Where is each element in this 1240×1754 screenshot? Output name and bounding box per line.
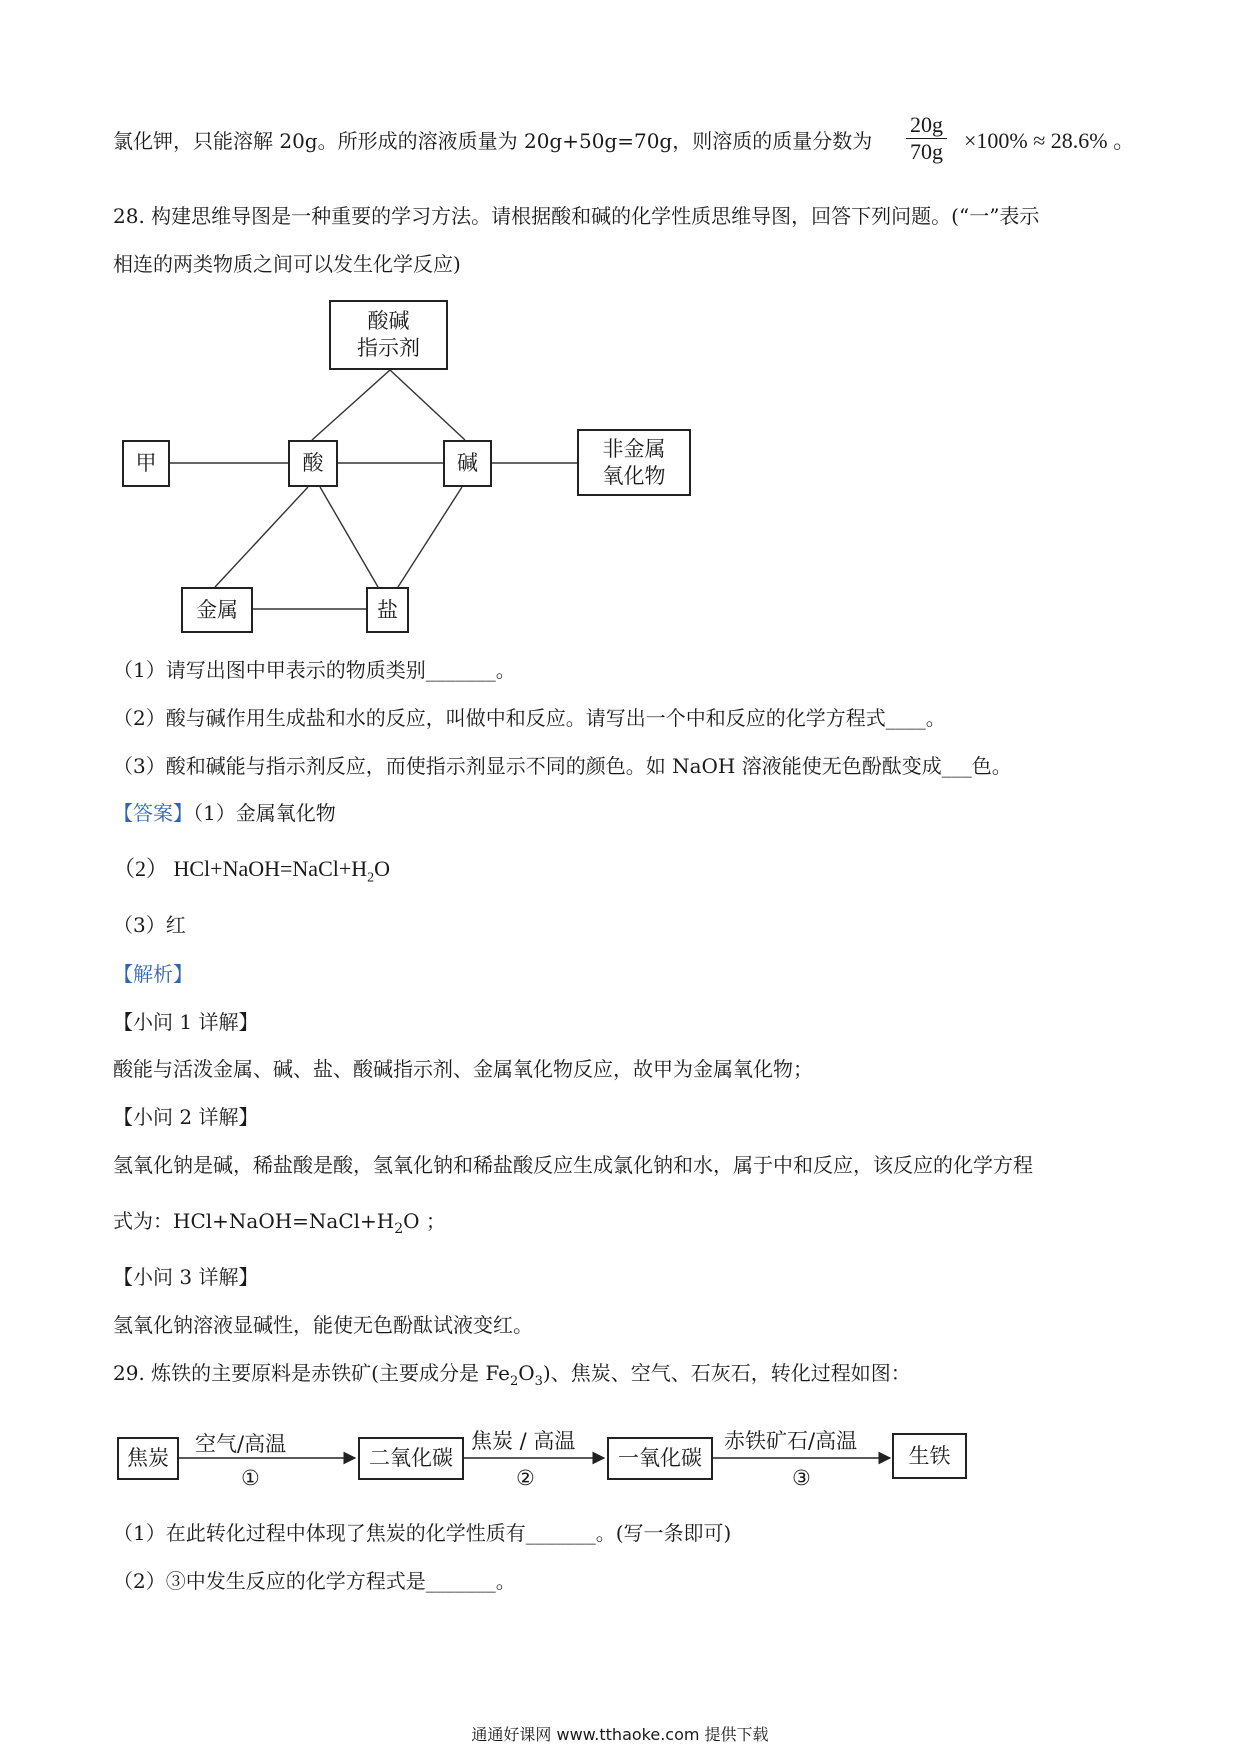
flow-pig-iron — [892, 1433, 967, 1479]
detail3-text: 氢氧化钠溶液显碱性，能使无色酚酞试液变红。 — [113, 1313, 533, 1337]
flow-step1-number: ① — [241, 1466, 260, 1490]
q29-sub2: （2）③中发生反应的化学方程式是_______。 — [113, 1569, 516, 1593]
node-base-label: 碱 — [457, 451, 478, 475]
q29-stem-sub2: 3 — [534, 1374, 543, 1389]
q28-sub2: （2）酸与碱作用生成盐和水的反应，叫做中和反应。请写出一个中和反应的化学方程式____。 — [113, 706, 946, 730]
q29-stem-suffix: )、焦炭、空气、石灰石，转化过程如图： — [542, 1361, 911, 1385]
flow-step3-number: ③ — [792, 1466, 811, 1490]
intro-text: 氯化钾，只能溶解 20g。所形成的溶液质量为 20g+50g=70g，则溶质的质量分数为 — [113, 129, 873, 153]
answer-2-suffix: O — [374, 856, 391, 881]
detail2-text1: 氢氧化钠是碱，稀盐酸是酸，氢氧化钠和稀盐酸反应生成氯化钠和水，属于中和反应，该反应的化学方程 — [113, 1153, 1033, 1177]
analysis-tag: 【解析】 — [113, 962, 193, 986]
flow-co2 — [358, 1437, 464, 1480]
flow-coke — [117, 1437, 179, 1480]
answer-2-prefix: （2） HCl+NaOH=NaCl+H — [113, 856, 368, 881]
node-indicator-line2: 指示剂 — [357, 336, 420, 360]
node-acid-label: 酸 — [302, 451, 324, 475]
flow-co — [607, 1437, 713, 1480]
q29-stem-sub1: 2 — [509, 1374, 519, 1389]
fraction-denominator: 70g — [910, 139, 943, 164]
detail2-text2-prefix: 式为：HCl+NaOH=NaCl+H — [113, 1209, 395, 1233]
node-metal-label: 金属 — [196, 597, 238, 622]
q29-stem-prefix: 29. 炼铁的主要原料是赤铁矿(主要成分是 Fe — [113, 1361, 510, 1385]
answer-tag: 【答案】 — [113, 801, 193, 825]
flow-step1-condition: 空气/高温 — [195, 1432, 287, 1456]
fraction-numerator: 20g — [906, 112, 947, 139]
flow-co2-label: 二氧化碳 — [369, 1446, 453, 1470]
detail1-title: 【小问 1 详解】 — [113, 1010, 259, 1034]
q28-sub1: （1）请写出图中甲表示的物质类别_______。 — [113, 658, 516, 682]
detail1-text: 酸能与活泼金属、碱、盐、酸碱指示剂、金属氧化物反应，故甲为金属氧化物； — [113, 1057, 813, 1081]
flow-coke-label: 焦炭 — [127, 1446, 169, 1470]
q28-stem-line2: 相连的两类物质之间可以发生化学反应) — [113, 252, 461, 276]
detail2-text2-subscript: 2 — [394, 1221, 404, 1237]
answer-3: （3）红 — [113, 913, 186, 937]
detail3-title: 【小问 3 详解】 — [113, 1265, 259, 1289]
node-nonmetal-oxide-line2: 氧化物 — [602, 463, 666, 488]
page-footer: 通通好课网 www.tthaoke.com 提供下载 — [471, 1725, 769, 1744]
detail2-title: 【小问 2 详解】 — [113, 1105, 259, 1129]
flow-step2-condition: 焦炭 / 高温 — [471, 1429, 576, 1453]
intro-tail: ×100% ≈ 28.6% 。 — [964, 128, 1136, 153]
flow-co-label: 一氧化碳 — [618, 1446, 702, 1470]
q28-stem-line1: 28. 构建思维导图是一种重要的学习方法。请根据酸和碱的化学性质思维导图，回答下列问题。(“一”表示 — [113, 204, 1040, 228]
flow-step2-number: ② — [516, 1466, 535, 1490]
q28-sub3: （3）酸和碱能与指示剂反应，而使指示剂显示不同的颜色。如 NaOH 溶液能使无色酚酞变成___色。 — [113, 754, 1012, 778]
node-salt-label: 盐 — [377, 597, 398, 622]
q29-stem-mid: O — [518, 1361, 535, 1385]
node-nonmetal-oxide-line1: 非金属 — [602, 436, 666, 461]
answer-1: （1）金属氧化物 — [193, 801, 336, 825]
node-indicator-line1: 酸碱 — [367, 309, 410, 333]
flow-step3-condition: 赤铁矿石/高温 — [724, 1429, 858, 1453]
detail2-text2-suffix: O ； — [403, 1209, 446, 1233]
node-jia-label: 甲 — [135, 451, 157, 475]
answer-2-subscript: 2 — [367, 870, 375, 886]
flow-pig-iron-label: 生铁 — [908, 1443, 951, 1468]
q29-sub1: （1）在此转化过程中体现了焦炭的化学性质有_______。(写一条即可) — [113, 1521, 732, 1545]
